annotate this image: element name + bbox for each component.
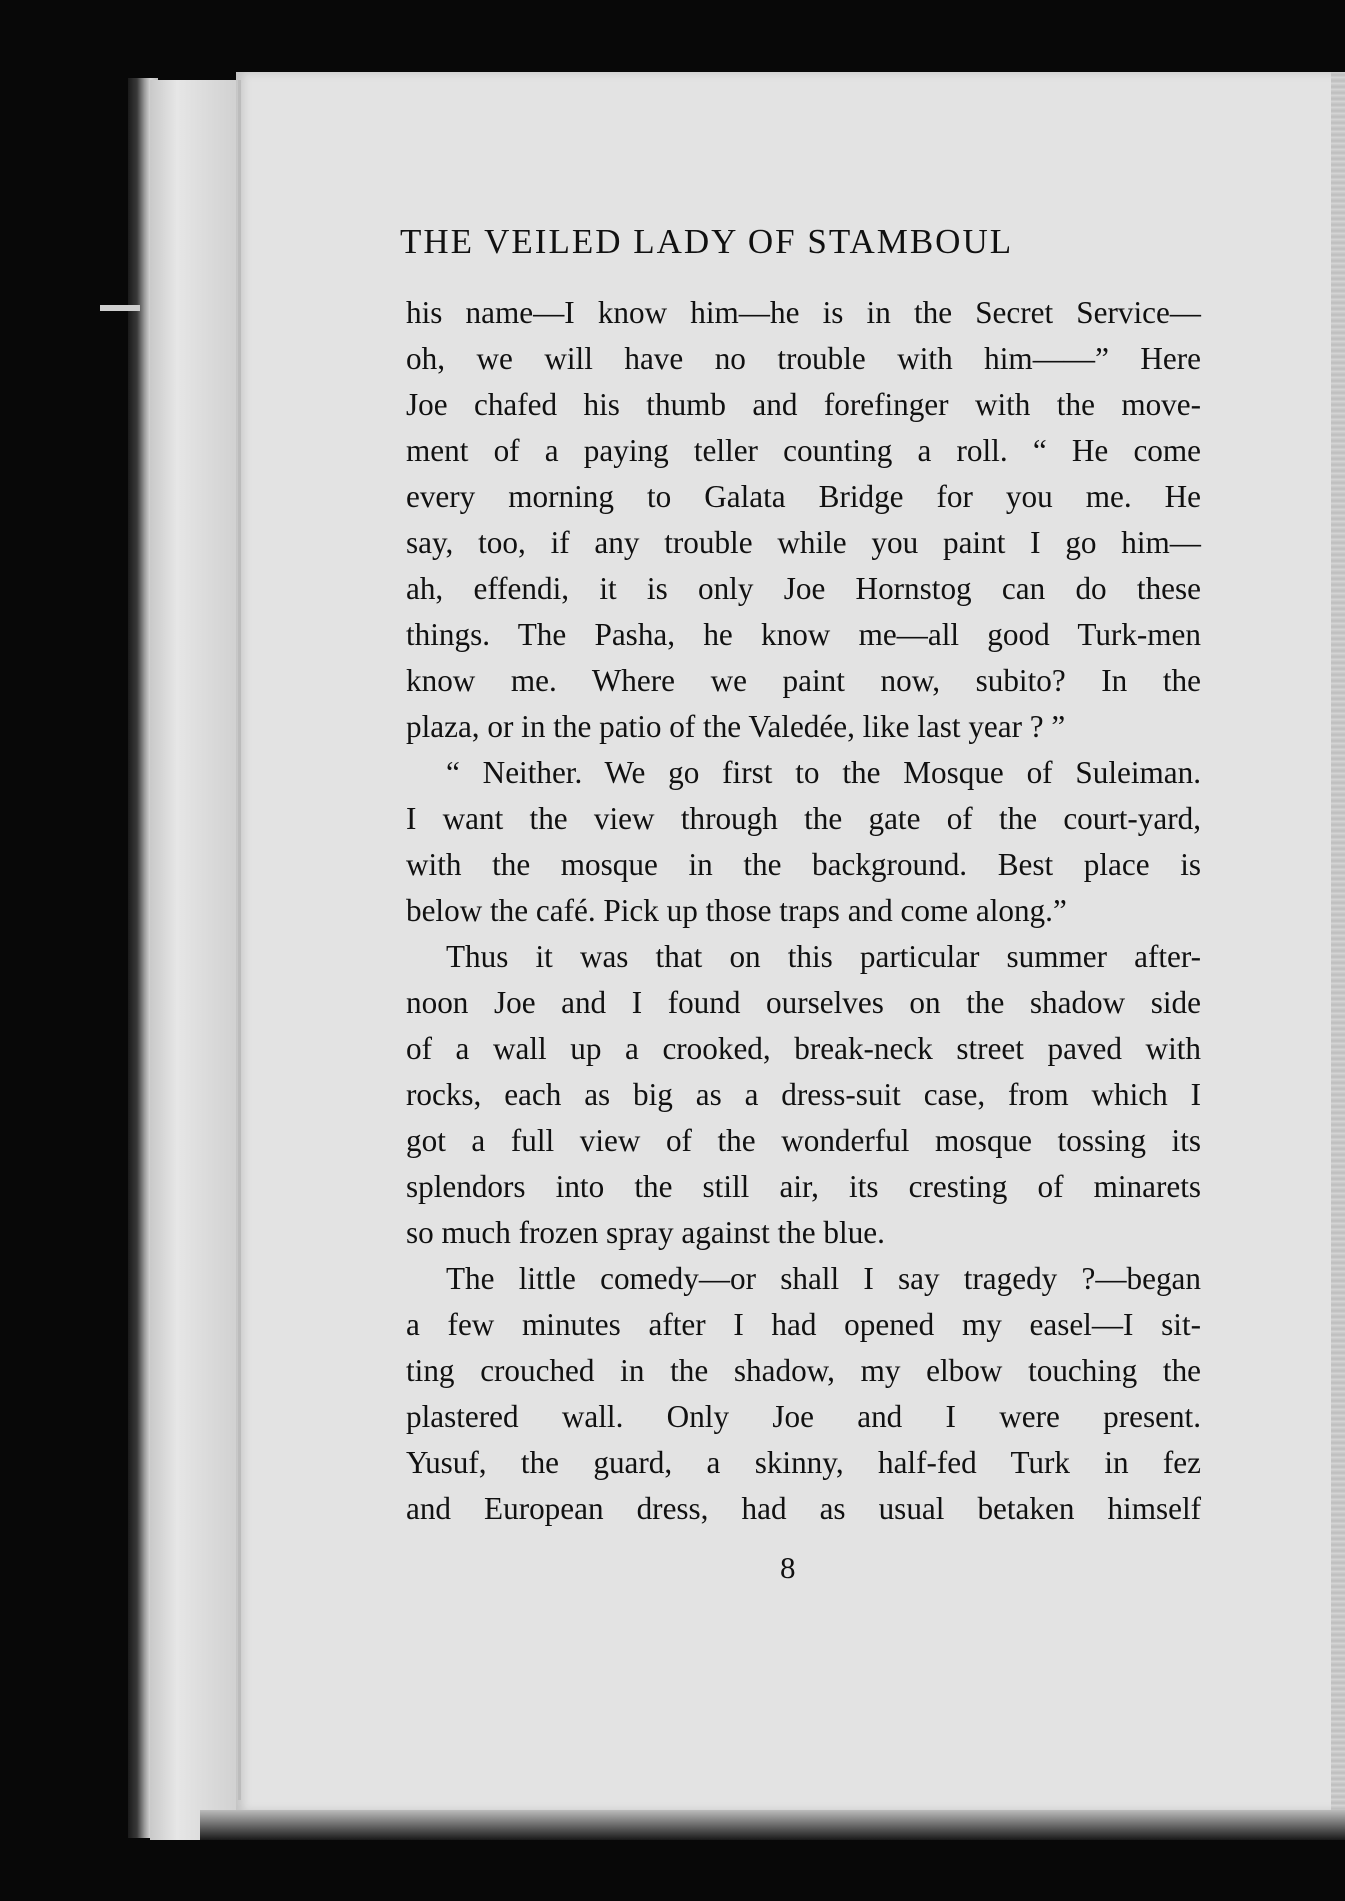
text-line: with the mosque in the background. Best place is [406, 847, 1201, 882]
text-line: rocks, each as big as a dress-suit case, from which I [406, 1077, 1201, 1112]
running-head: THE VEILED LADY OF STAMBOUL [400, 222, 1014, 261]
page-stack-edge [150, 80, 240, 1840]
text-line: ah, effendi, it is only Joe Hornstog can do these [406, 571, 1201, 606]
text-line: I want the view through the gate of the court-yard, [406, 801, 1201, 836]
text-line: splendors into the still air, its cresting of minarets [406, 1169, 1201, 1204]
text-line: plaza, or in the patio of the Valedée, like last year ? ” [406, 709, 1066, 744]
text-line: ting crouched in the shadow, my elbow touching the [406, 1353, 1201, 1388]
text-line: The little comedy—or shall I say tragedy ?—began [446, 1261, 1201, 1296]
text-line: below the café. Pick up those traps and come along.” [406, 893, 1067, 928]
page-number: 8 [780, 1550, 796, 1585]
text-line: of a wall up a crooked, break-neck street paved with [406, 1031, 1201, 1066]
text-line: Joe chafed his thumb and forefinger with the move- [406, 387, 1201, 422]
text-line: Yusuf, the guard, a skinny, half-fed Turk in fez [406, 1445, 1201, 1480]
text-line: “ Neither. We go first to the Mosque of Suleiman. [446, 755, 1201, 790]
text-line: got a full view of the wonderful mosque tossing its [406, 1123, 1201, 1158]
text-line: know me. Where we paint now, subito? In the [406, 663, 1201, 698]
text-line: a few minutes after I had opened my easel—I sit- [406, 1307, 1201, 1342]
text-line: every morning to Galata Bridge for you me. He [406, 479, 1201, 514]
binding-mark [100, 305, 140, 311]
text-line: his name—I know him—he is in the Secret Service— [406, 295, 1201, 330]
text-line: so much frozen spray against the blue. [406, 1215, 885, 1250]
text-line: ment of a paying teller counting a roll. “ He come [406, 433, 1201, 468]
page-right-edge [1331, 72, 1345, 1812]
text-line: oh, we will have no trouble with him——” Here [406, 341, 1201, 376]
body-text [406, 290, 1201, 1532]
text-line: and European dress, had as usual betaken himself [406, 1491, 1201, 1526]
text-line: Thus it was that on this particular summer after- [446, 939, 1201, 974]
text-line: plastered wall. Only Joe and I were present. [406, 1399, 1201, 1434]
text-line: noon Joe and I found ourselves on the shadow side [406, 985, 1201, 1020]
text-line: things. The Pasha, he know me—all good Turk-men [406, 617, 1201, 652]
page-gutter-line [238, 80, 241, 1800]
text-line: say, too, if any trouble while you paint I go him— [406, 525, 1201, 560]
page-bottom-edge [200, 1810, 1345, 1840]
